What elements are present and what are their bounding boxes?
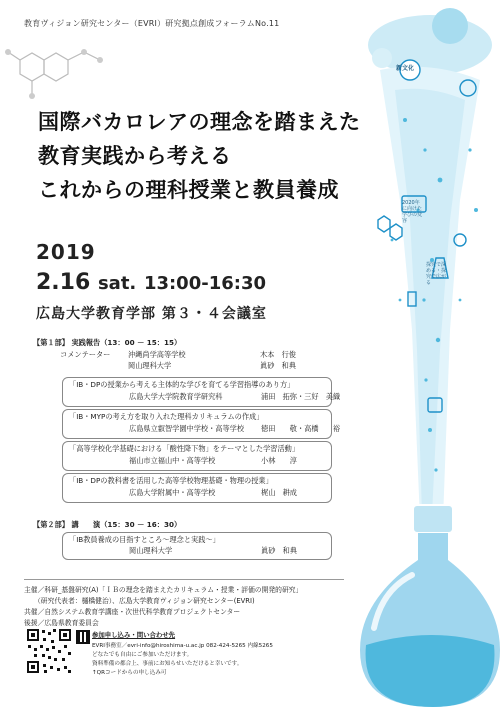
- talk-4: [62, 473, 332, 503]
- molecule-decoration: [0, 30, 110, 115]
- event-venue: 広島大学教育学部 第３・４会議室: [36, 306, 267, 322]
- supporter: 後援／広島県教育委員会: [24, 619, 99, 627]
- talk-title: 「IB・DPの教科書を活用した高等学校物理基礎・物理の授業」: [69, 476, 273, 485]
- contact-note-2: 資料準備の都合上、事前にお知らせいただけると幸いです。: [92, 661, 243, 667]
- commentator2-affil: 岡山理科大学: [128, 361, 172, 370]
- talk-speaker: 徳田 敬・高橋 裕: [261, 424, 341, 433]
- title-line-1: 国際バカロレアの理念を踏まえた: [38, 110, 361, 134]
- organizer: 主催／科研_基盤研究(A)「ＩＢの理念を踏まえたカリキュラム・授業・評価の開発的研究」: [24, 586, 303, 594]
- event-weekday: sat.: [97, 273, 137, 294]
- lecture: [62, 532, 332, 560]
- commentator2-name: 眞砂 和典: [260, 361, 296, 370]
- talk-speaker: 小林 淳: [261, 456, 297, 465]
- lecture-affil: 岡山理科大学: [129, 546, 173, 555]
- title-line-3: これからの理科授業と教員養成: [38, 178, 339, 202]
- talk-title: 「高等学校化学基礎における「酸性降下物」をテーマとした学習活動」: [69, 444, 300, 453]
- commentator1-name: 木本 行俊: [260, 350, 296, 359]
- title-line-2: 教育実践から考える: [38, 144, 232, 168]
- contact-heading: 参加申し込み・問い合わせ先: [92, 631, 176, 639]
- forum-header: 教育ヴィジョン研究センター（EVRI）研究拠点創成フォーラムNo.11: [24, 19, 280, 28]
- talk-title: 「IB・DPの授業から考える主体的な学びを育てる学習指導のあり方」: [69, 380, 295, 389]
- talk-speaker: 梶山 耕成: [261, 488, 297, 497]
- contact-email-line[interactable]: EVRI事務室／evri-info@hiroshima-u.ac.jp 082-424-5265 内線5265: [92, 643, 273, 649]
- flask-bulb: [360, 505, 500, 707]
- contact-note-3: ↑QRコードからの申し込み可: [92, 670, 167, 676]
- lecture-speaker: 眞砂 和典: [261, 546, 297, 555]
- talk-affil: 広島県立叡智学園中学校・高等学校: [129, 424, 245, 433]
- talk-title: 「IB・MYPの考え方を取り入れた理科カリキュラムの作成」: [69, 412, 264, 421]
- footer-divider: [24, 579, 344, 580]
- lecture-title: 「IB教員養成の目指すところ～理念と実践～」: [69, 535, 220, 544]
- talk-1: [62, 377, 341, 407]
- flask-splash: [368, 8, 492, 75]
- talk-affil: 福山市立福山中・高等学校: [129, 456, 216, 465]
- flask-label-2: 2020年に向けた学びの変容: [402, 200, 423, 224]
- event-date: 2.16: [36, 270, 91, 295]
- event-time: 13:00-16:30: [143, 273, 266, 294]
- cosponsor: 共催／自然システム教育学講座・次世代科学教育プロジェクトセンター: [24, 608, 241, 616]
- part2-heading: 【第２部】 講 演（15：30 － 16：30）: [33, 520, 182, 529]
- commentator1-affil: 沖縄尚学高等学校: [128, 350, 186, 359]
- commentator-label: コメンテーター: [60, 350, 111, 359]
- flask-label-1: 新文化: [396, 65, 415, 72]
- talk-affil: 広島大学大学院教育学研究科: [129, 392, 223, 401]
- event-year: 2019: [36, 240, 96, 264]
- flask-label-3: 探究で深める・探究で広がる: [426, 262, 447, 286]
- part1-heading: 【第１部】 実践報告（13：00 － 15：15）: [33, 338, 182, 347]
- contact-note-1: どなたでも自由にご参加いただけます。: [92, 652, 193, 658]
- event-datetime: [36, 270, 266, 295]
- talk-affil: 広島大学附属中・高等学校: [129, 488, 216, 497]
- qr-code-small[interactable]: [76, 630, 90, 644]
- flask-neck: [380, 67, 480, 520]
- talk-3: [62, 441, 332, 471]
- qr-code[interactable]: [26, 628, 72, 674]
- talk-2: [62, 409, 341, 439]
- organizer-detail: （研究代表者：樋橋健治）、広島大学教育ヴィジョン研究センター(EVRI): [34, 597, 255, 605]
- talk-speaker: 浦田 拓弥・三好 美織: [261, 392, 341, 401]
